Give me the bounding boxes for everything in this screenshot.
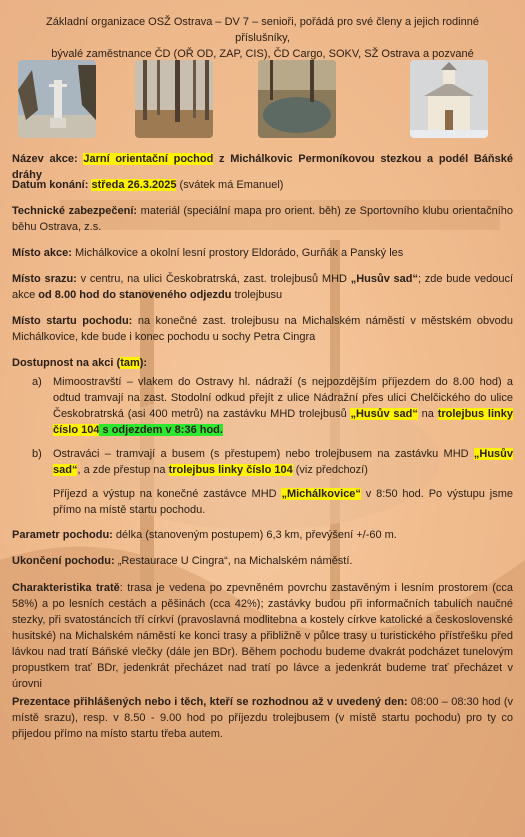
event-date-rest: (svátek má Emanuel) (176, 179, 284, 191)
access-item-b-marker: b) (32, 448, 42, 460)
meeting-point-text-3: trolejbusu (231, 289, 283, 301)
event-place-label: Místo akce: (12, 247, 72, 259)
header-line-1: Základní organizace OSŽ Ostrava – DV 7 – senioři, pořádá pro své členy a jejich rodinné příslušníky, (46, 16, 479, 44)
access-item-a-stop: „Husův sad“ (350, 408, 418, 420)
access-there: tam (120, 357, 140, 369)
meeting-point (12, 271, 513, 303)
event-name-rest: z Michálkovic Permoníkovou stezkou a podél Báňské dráhy (12, 153, 513, 181)
header-line-2: bývalé zaměstnance ČD (OŘ OD, ZAP, CIS), ČD Cargo, SOKV, SŽ Ostrava a pozvané (51, 48, 474, 60)
technical-support-value: materiál (speciální mapa pro orient. běh) ze Sportovního klubu orientačního běhu Ostrava, z.s. (12, 205, 514, 233)
march-end-label: Ukončení pochodu: (12, 555, 115, 567)
photo-strip (0, 60, 525, 140)
track-description (12, 580, 513, 692)
technical-support (12, 203, 513, 235)
event-date-value: středa 26.3.2025 (91, 179, 177, 191)
chapel-photo (410, 60, 488, 138)
march-parameters-label: Parametr pochodu: (12, 529, 113, 541)
start-point-value: na konečné zast. trolejbusu na Michalském náměstí v městském obvodu Michálkovice, kde bude i konec pochodu u sochy Petra Cingra (12, 315, 513, 343)
march-parameters (12, 527, 513, 543)
access-item-a-marker: a) (32, 376, 42, 388)
registration-value: 08:00 – 08:30 hod (v místě srazu), resp. v 8.50 - 9.00 hod po příjezdu trolejbusem (v místě startu pochodu) pro ty co přijedou přímo na místo startu třeba autem. (12, 696, 513, 740)
march-parameters-value: délka (stanoveným postupem) 6,3 km, převýšení +/-60 m. (112, 529, 397, 541)
access-item-b-arrival-stop: „Michálkovice“ (281, 488, 361, 500)
access-item-b-arrival-1: Příjezd a výstup na konečné zastávce MHD (53, 488, 282, 500)
access-item-a-text-2: na (417, 408, 438, 420)
access-heading (12, 355, 513, 371)
meeting-time: od 8.00 hod do stanoveného odjezdu (38, 289, 232, 301)
forest-photo (135, 60, 213, 138)
statue-photo (18, 60, 96, 138)
meeting-point-text-2: ; zde bude vedoucí akce (12, 273, 513, 301)
meeting-point-text-1: v centru, na ulici Českobratrská, zast. trolejbusů MHD (76, 273, 351, 285)
meeting-point-label: Místo srazu: (12, 273, 77, 285)
event-name-label: Název akce: (12, 153, 78, 165)
march-end (12, 553, 513, 569)
access-item-b-arrival (53, 486, 513, 518)
event-date (12, 177, 513, 193)
access-item-b-text-1: Ostraváci – tramvají a busem (s přestupem) nebo trolejbusem na zastávku MHD (53, 448, 474, 460)
event-place (12, 245, 513, 261)
march-end-value: „Restaurace U Cingra“, na Michalském náměstí. (114, 555, 353, 567)
track-description-value: : trasa je vedena po zpevněném povrchu zastavěným i lesním prostorem (cca 58%) a po lesních cestách a pěšinách (cca 42%); zastávky budou při informačních tabulích naučné stezky, při svatostáncích tří církví (pravoslavná modlitebna a kostely církve katolické a československé husitské) na Michalském náměstí ke konci trasy a přibližně v půlce trasy u turistického přístřešku před lávkou nad tratí Báňské vlečky (dále jen BDr). Během pochodu budeme dvakrát podcházet tunelovým propustkem trať BDr, jedenkrát přecházet nad tratí po lávce a jedenkrát budeme trať přecházet v úrovni (12, 582, 513, 690)
event-date-label: Datum konání: (12, 179, 89, 191)
access-heading-close: ): (139, 357, 148, 369)
meeting-stop: „Husův sad“ (350, 273, 419, 285)
track-description-label: Charakteristika tratě (12, 582, 120, 594)
access-item-b-stop: „Husův sad“ (53, 448, 513, 476)
pond-photo (258, 60, 336, 138)
organizer-header (20, 14, 505, 62)
access-heading-label: Dostupnost na akci ( (12, 357, 121, 369)
event-place-value: Michálkovice a okolní lesní prostory Eldorádo, Gurňák a Panský les (71, 247, 404, 259)
event-name-value: Jarní orientační pochod (83, 153, 214, 165)
access-item-b-arrival-2: v 8:50 hod. Po výstupu jsme přímo na místě startu pochodu. (53, 488, 513, 516)
technical-support-label: Technické zabezpečení: (12, 205, 138, 217)
access-item-a-line: trolejbus linky číslo 104 (53, 408, 513, 436)
access-item-a-departure: s odjezdem v 8:36 hod. (99, 424, 223, 436)
access-item-b-text-3: (viz předchozí) (292, 464, 368, 476)
access-item-b-line: trolejbus linky číslo 104 (168, 464, 293, 476)
access-item-b-text (53, 446, 513, 478)
access-item-a-text-1: Mimoostravští – vlakem do Ostravy hl. nádraží (s nejpozdějším příjezdem do 8.00 hod) a odtud tramvají na zast. Stodolní odkud přejít z ulice Nádražní přes ulici Chelčického do ulice Českobratrská (asi 400 metrů) na zastávku MHD trolejbusů (53, 376, 513, 420)
access-item-a-text (53, 374, 513, 438)
start-point (12, 313, 513, 345)
start-point-label: Místo startu pochodu: (12, 315, 133, 327)
registration-label: Prezentace přihlášených nebo i těch, kteří se rozhodnou až v uvedený den: (12, 696, 408, 708)
registration (12, 694, 513, 742)
access-item-b-text-2: , a zde přestup na (77, 464, 169, 476)
